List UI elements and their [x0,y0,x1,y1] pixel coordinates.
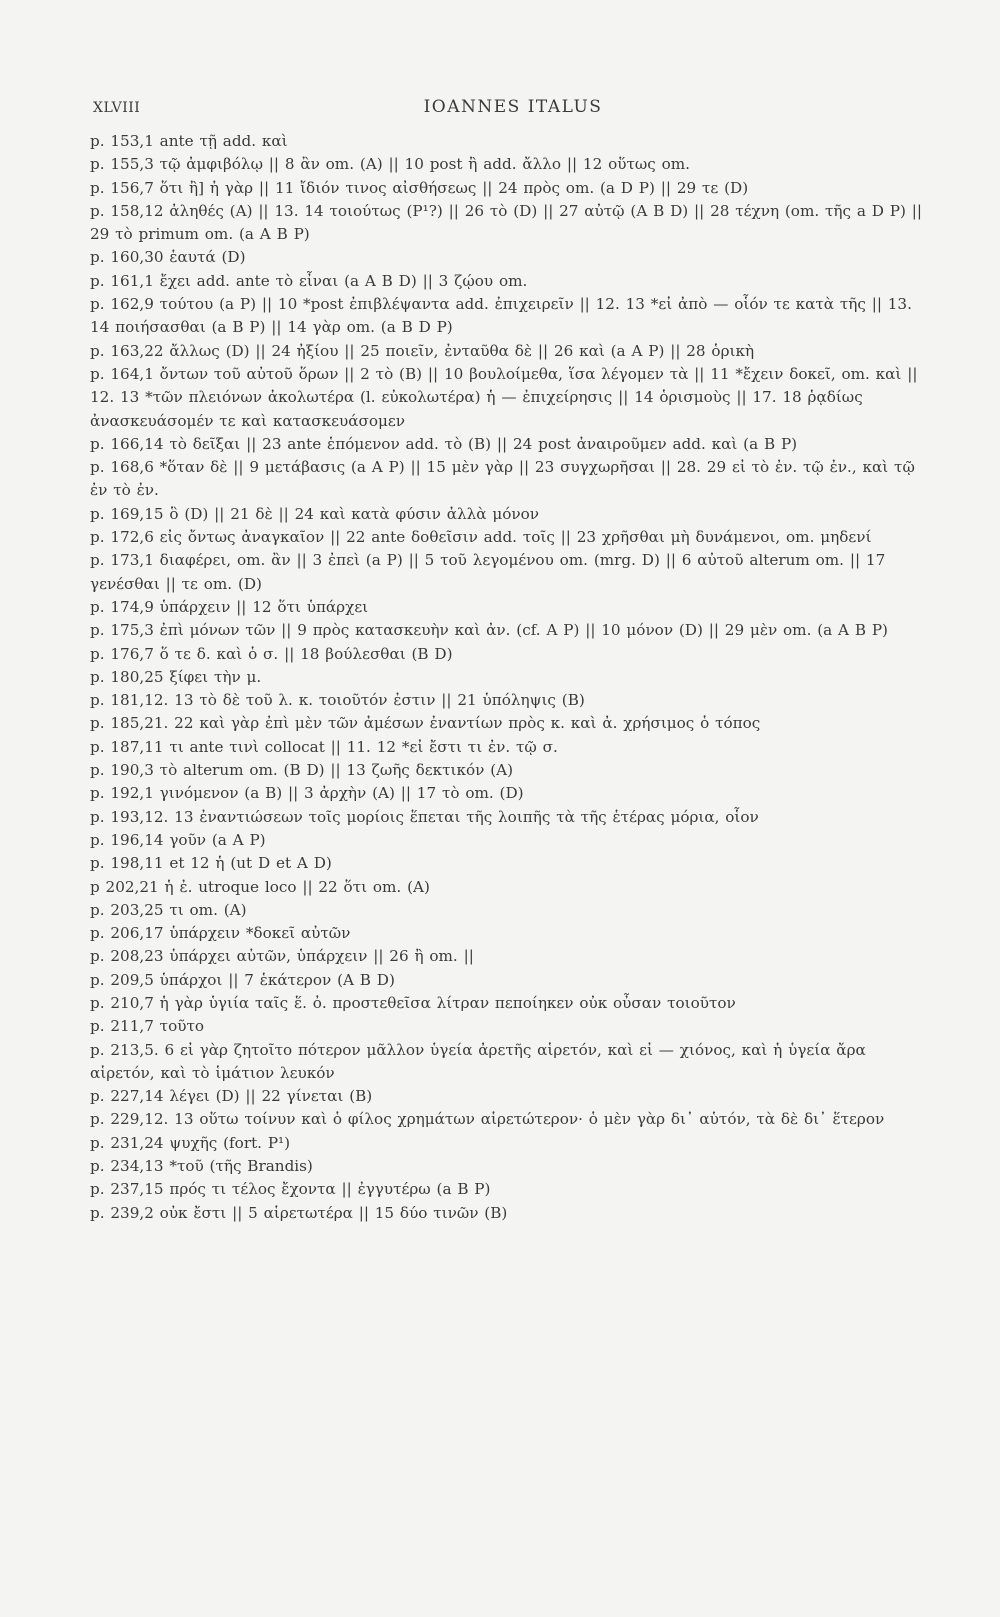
apparatus-entry: p. 175,3 ἐπὶ μόνων τῶν || 9 πρὸς κατασκευὴν καὶ ἀν. (cf. A P) || 10 μόνον (D) || 29 μὲν om. (a A B P) [90,621,888,640]
apparatus-entry: p. 229,12. 13 οὕτω τοίνυν καὶ ὁ φίλος χρημάτων αἱρετώτερον· ὁ μὲν γὰρ δι᾽ αὑτόν, τὰ δὲ δι᾽ ἕτερον [90,1110,885,1129]
apparatus-entry: p. 161,1 ἔχει add. ante τὸ εἶναι (a A B D) || 3 ζῴου om. [90,271,528,290]
apparatus-entry: p. 231,24 ψυχῆς (fort. P¹) [90,1133,291,1152]
apparatus-entry: p. 193,12. 13 ἐναντιώσεων τοῖς μορίοις ἕπεται τῆς λοιπῆς τὰ τῆς ἑτέρας μόρια, οἷον [90,807,759,826]
apparatus-entry: p. 160,30 ἑαυτά (D) [90,248,246,267]
apparatus-entry: p. 173,1 διαφέρει, om. ἂν || 3 ἐπεὶ (a P) || 5 τοῦ λεγομένου om. (mrg. D) || 6 αὐτοῦ alterum om. || 17 γενέσθαι || τε om. (D) [90,551,886,593]
running-title: IOANNES ITALUS [423,97,603,117]
apparatus-entry: p. 172,6 εἰς ὄντως ἀναγκαῖον || 22 ante δοθεῖσιν add. τοῖς || 23 χρῆσθαι μὴ δυνάμενοι, om. μηδενί [90,528,872,547]
apparatus-entry: p 202,21 ἡ ἐ. utroque loco || 22 ὅτι om. (A) [90,877,430,896]
apparatus-entry: p. 237,15 πρός τι τέλος ἔχοντα || ἐγγυτέρω (a B P) [90,1180,491,1199]
apparatus-entry: p. 203,25 τι om. (A) [90,900,247,919]
running-head [93,97,933,121]
apparatus-entry: p. 168,6 *ὅταν δὲ || 9 μετάβασις (a A P) || 15 μὲν γὰρ || 23 συγχωρῆσαι || 28. 29 εἰ τὸ ἐν. τῷ ἐν., καὶ τῷ ἐν τὸ ἐν. [90,458,915,500]
apparatus-entry: p. 153,1 ante τῇ add. καὶ [90,132,288,150]
apparatus-entry: p. 213,5. 6 εἰ γὰρ ζητοῖτο πότερον μᾶλλον ὑγεία ἀρετῆς αἱρετόν, καὶ εἰ — χιόνος, καὶ ἡ ὑγεία ἄρα αἱρετόν, καὶ τὸ ἱμάτιον λευκόν [90,1040,866,1082]
apparatus-entry: p. 176,7 ὅ τε δ. καὶ ὁ σ. || 18 βούλεσθαι (B D) [90,644,453,663]
apparatus-entry: p. 196,14 γοῦν (a A P) [90,830,266,849]
apparatus-entry: p. 210,7 ἡ γὰρ ὑγιία ταῖς ἕ. ὀ. προστεθεῖσα λίτραν πεποίηκεν οὐκ οὖσαν τοιοῦτον [90,993,736,1012]
apparatus-entry: p. 192,1 γινόμενον (a B) || 3 ἀρχὴν (A) || 17 τὸ om. (D) [90,784,524,803]
apparatus-entry: p. 166,14 τὸ δεῖξαι || 23 ante ἑπόμενον add. τὸ (B) || 24 post ἀναιροῦμεν add. καὶ (a B P) [90,434,798,453]
apparatus-entry: p. 234,13 *τοῦ (τῆς Brandis) [90,1157,313,1176]
apparatus-entry: p. 211,7 τοῦτο [90,1017,205,1036]
critical-apparatus [90,130,932,1225]
apparatus-entry: p. 181,12. 13 τὸ δὲ τοῦ λ. κ. τοιοῦτόν ἐστιν || 21 ὑπόληψις (B) [90,691,585,710]
apparatus-entry: p. 227,14 λέγει (D) || 22 γίνεται (B) [90,1087,373,1106]
apparatus-entry: p. 156,7 ὅτι ἢ] ἡ γὰρ || 11 ἴδιόν τινος αἰσθήσεως || 24 πρὸς om. (a D P) || 29 τε (D) [90,178,749,197]
apparatus-entry: p. 185,21. 22 καὶ γὰρ ἐπὶ μὲν τῶν ἀμέσων ἐναντίων πρὸς κ. καὶ ἀ. χρήσιμος ὁ τόπος [90,714,761,733]
apparatus-entry: p. 174,9 ὑπάρχειν || 12 ὅτι ὑπάρχει [90,597,369,616]
apparatus-entry: p. 239,2 οὐκ ἔστι || 5 αἱρετωτέρα || 15 δύο τινῶν (B) [90,1203,508,1222]
apparatus-entry: p. 206,17 ὑπάρχειν *δοκεῖ αὐτῶν [90,924,351,943]
apparatus-entry: p. 180,25 ξίφει τὴν μ. [90,667,262,686]
apparatus-entry: p. 190,3 τὸ alterum om. (B D) || 13 ζωῆς δεκτικόν (A) [90,761,514,780]
apparatus-entry: p. 158,12 ἀληθές (A) || 13. 14 τοιούτως (P¹?) || 26 τὸ (D) || 27 αὐτῷ (A B D) || 28 τέχνη (om. τῆς a D P) || 29 τὸ primum om. (a A B P) [90,201,922,244]
apparatus-entry: p. 164,1 ὄντων τοῦ αὐτοῦ ὅρων || 2 τὸ (B) || 10 βουλοίμεθα, ἵσα λέγομεν τὰ || 11 *ἔχειν δοκεῖ, om. καὶ || 12. 13 *τῶν πλειόνων ἀκολωτέρα (l. εὐκολωτέρα) ἡ — ἐπιχείρησις || 14 ὁρισμοὺς || 17. 18 ῥᾳδίως ἀνασκευάσομέν τε καὶ κατασκευάσομεν [90,364,918,430]
apparatus-entry: p. 155,3 τῷ ἀμφιβόλῳ || 8 ἂν om. (A) || 10 post ἢ add. ἄλλο || 12 οὕτως om. [90,155,690,174]
apparatus-entry: p. 208,23 ὑπάρχει αὐτῶν, ὑπάρχειν || 26 ἢ om. || [90,947,474,966]
apparatus-entry: p. 187,11 τι ante τινὶ collocat || 11. 12 *εἰ ἔστι τι ἐν. τῷ σ. [90,737,558,756]
apparatus-entry: p. 163,22 ἄλλως (D) || 24 ἠξίου || 25 ποιεῖν, ἐνταῦθα δὲ || 26 καὶ (a A P) || 28 ὁρικὴ [90,341,755,360]
apparatus-entry: p. 209,5 ὑπάρχοι || 7 ἑκάτερον (A B D) [90,970,395,989]
apparatus-entry: p. 169,15 ὃ (D) || 21 δὲ || 24 καὶ κατὰ φύσιν ἀλλὰ μόνον [90,504,539,523]
apparatus-entry: p. 198,11 et 12 ἡ (ut D et A D) [90,854,332,873]
apparatus-entry: p. 162,9 τούτου (a P) || 10 *post ἐπιβλέψαντα add. ἐπιχειρεῖν || 12. 13 *εἰ ἀπὸ — οἷόν τε κατὰ τῆς || 13. 14 ποιήσασθαι (a B P) || 14 γὰρ om. (a B D P) [90,295,912,337]
page-number: XLVIII [93,100,141,116]
